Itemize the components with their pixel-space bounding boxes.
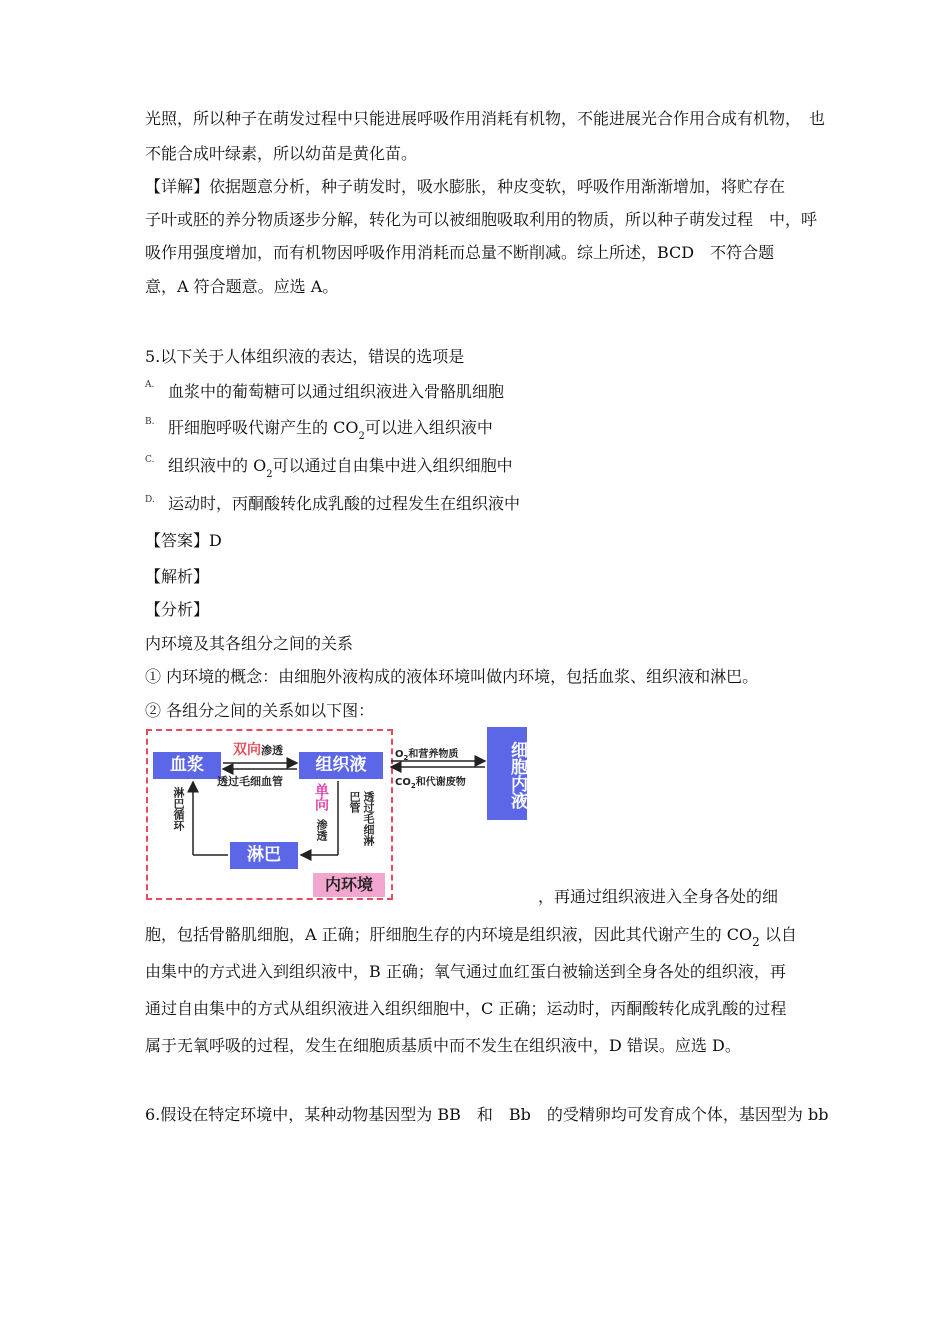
text-line: 意，A 符合题意。应选 A。: [145, 277, 339, 296]
option-c-text: 组织液中的 $O_2$可以通过自由集中进入组织细胞中: [168, 456, 513, 480]
analysis-point-1: ① 内环境的概念：由细胞外液构成的液体环境叫做内环境，包括血浆、组织液和淋巴。: [145, 667, 759, 686]
tissue-fluid-box: 组织液: [299, 752, 383, 779]
answer-label: 【答案】D: [145, 531, 222, 550]
analysis-point-2: ② 各组分之间的关系如以下图：: [145, 701, 375, 720]
through-lymph-capillary-label: 透过毛细淋巴管: [348, 791, 375, 846]
unidirectional-osmosis-label: 渗透: [315, 819, 328, 841]
analysis-heading: 内环境及其各组分之间的关系: [145, 634, 354, 653]
lymph-box: 淋巴: [230, 842, 298, 869]
detail-line-2: 胞，包括骨骼肌细胞，A 正确；肝细胞生存的内环境是组织液，因此其代谢产生的 $CO_2$ 以自: [145, 925, 797, 949]
text-line: 【详解】依据题意分析，种子萌发时，吸水膨胀，种皮变软，呼吸作用渐渐增加，将贮存在: [145, 177, 786, 196]
bidirectional-label: 双向渗透: [233, 742, 283, 758]
diagram-arrows: [143, 727, 531, 899]
text-line: 吸作用强度增加，而有机物因呼吸作用消耗而总量不断削减。综上所述，BCD 不符合题: [145, 243, 775, 262]
option-d-letter: D.: [145, 495, 155, 505]
body-fluid-diagram: [143, 727, 531, 899]
option-a-letter: A.: [145, 380, 155, 390]
question-6-stem: 6.假设在特定环境中，某种动物基因型为 BB 和 Bb 的受精卵均可发育成个体，基因型为 bb: [145, 1105, 829, 1124]
plasma-box: 血浆: [153, 752, 221, 779]
inner-environment-label: 内环境: [313, 873, 385, 897]
co2-waste-label: $CO_2$和代谢废物: [395, 777, 466, 790]
detail-line-1-tail: ，再通过组织液进入全身各处的细: [538, 887, 779, 906]
oxygen-nutrients-label: $O_2$和营养物质: [395, 749, 459, 762]
text-line: 不能合成叶绿素，所以幼苗是黄化苗。: [145, 144, 418, 163]
lymph-circulation-label: 淋巴循环: [172, 787, 185, 831]
option-d-text: 运动时，丙酮酸转化成乳酸的过程发生在组织液中: [168, 494, 521, 513]
analysis-label: 【解析】: [145, 567, 210, 586]
analysis-sub-label: 【分析】: [145, 600, 210, 619]
question-5-stem: 5.以下关于人体组织液的表达，错误的选项是: [145, 347, 465, 366]
intracellular-fluid-box: 细胞内液: [487, 727, 527, 820]
option-a-text: 血浆中的葡萄糖可以通过组织液进入骨骼肌细胞: [168, 382, 505, 401]
detail-line-4: 通过自由集中的方式从组织液进入组织细胞中，C 正确；运动时，丙酮酸转化成乳酸的过程: [145, 999, 787, 1018]
option-c-letter: C.: [145, 455, 155, 465]
text-line: 光照，所以种子在萌发过程中只能进展呼吸作用消耗有机物，不能进展光合作用合成有机物， 也: [145, 109, 826, 128]
text-line: 子叶或胚的养分物质逐步分解，转化为可以被细胞吸取利用的物质，所以种子萌发过程 中，呼: [145, 210, 818, 229]
detail-line-5: 属于无氧呼吸的过程，发生在细胞质基质中而不发生在组织液中，D 错误。应选 D。: [145, 1036, 741, 1055]
unidirectional-label: 单向: [313, 783, 329, 811]
detail-line-3: 由集中的方式进入到组织液中，B 正确；氧气通过血红蛋白被输送到全身各处的组织液，再: [145, 962, 786, 981]
option-b-text: 肝细胞呼吸代谢产生的 $CO_2$可以进入组织液中: [168, 418, 493, 442]
through-capillary-label: 透过毛细血管: [217, 775, 283, 788]
option-b-letter: B.: [145, 417, 155, 427]
